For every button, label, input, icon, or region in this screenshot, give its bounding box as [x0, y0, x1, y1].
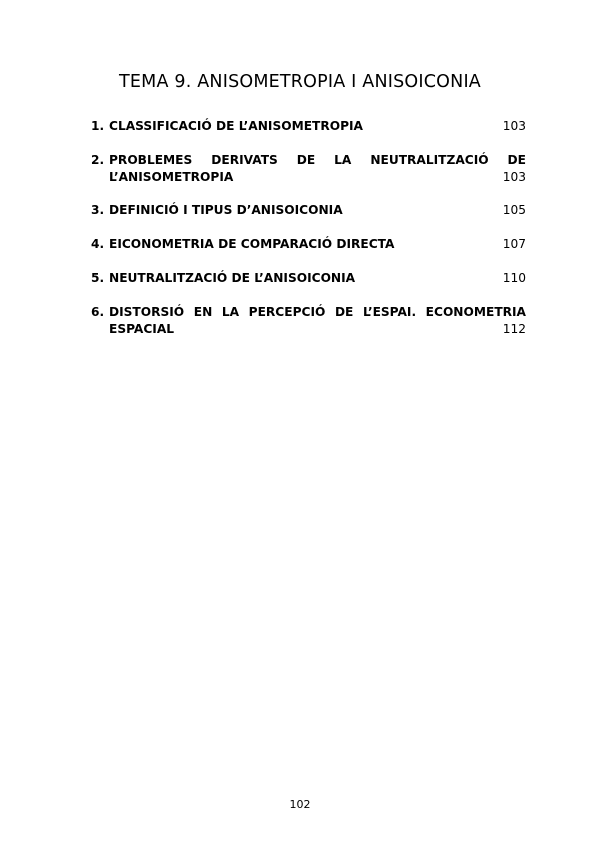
- toc-entry-page: 103: [502, 119, 526, 133]
- toc-entry-number: 1.: [91, 119, 105, 133]
- toc-entry-5[interactable]: [91, 270, 526, 287]
- toc-entry-title-line2: ESPACIAL: [109, 322, 175, 336]
- toc-entry-number: 4.: [91, 237, 105, 251]
- toc-entry-title: NEUTRALITZACIÓ DE L’ANISOICONIA: [109, 271, 356, 285]
- table-of-contents: [91, 118, 526, 354]
- toc-entry-6[interactable]: [91, 304, 526, 338]
- toc-entry-title-line1: DISTORSIÓ EN LA PERCEPCIÓ DE L’ESPAI. ECONOMETRIA: [109, 305, 526, 319]
- toc-entry-page: 103: [502, 170, 526, 184]
- toc-entry-title: EICONOMETRIA DE COMPARACIÓ DIRECTA: [109, 237, 395, 251]
- toc-entry-number: 3.: [91, 203, 105, 217]
- toc-entry-4[interactable]: [91, 236, 526, 253]
- toc-entry-title-line1: PROBLEMES DERIVATS DE LA NEUTRALITZACIÓ DE: [109, 153, 526, 167]
- toc-entry-number: 6.: [91, 305, 105, 319]
- page-title: TEMA 9. ANISOMETROPIA I ANISOICONIA: [119, 72, 481, 92]
- toc-entry-title-line2: L’ANISOMETROPIA: [109, 170, 234, 184]
- toc-entry-page: 112: [502, 322, 526, 336]
- toc-entry-number: 5.: [91, 271, 105, 285]
- toc-entry-number: 2.: [91, 153, 105, 167]
- toc-entry-3[interactable]: [91, 202, 526, 219]
- toc-entry-title: DEFINICIÓ I TIPUS D’ANISOICONIA: [109, 203, 343, 217]
- toc-entry-2[interactable]: [91, 152, 526, 186]
- toc-entry-page: 110: [502, 271, 526, 285]
- toc-entry-page: 105: [502, 203, 526, 217]
- toc-entry-title: CLASSIFICACIÓ DE L’ANISOMETROPIA: [109, 119, 363, 133]
- toc-entry-page: 107: [502, 237, 526, 251]
- toc-entry-1[interactable]: [91, 118, 526, 135]
- page-number: 102: [289, 798, 311, 811]
